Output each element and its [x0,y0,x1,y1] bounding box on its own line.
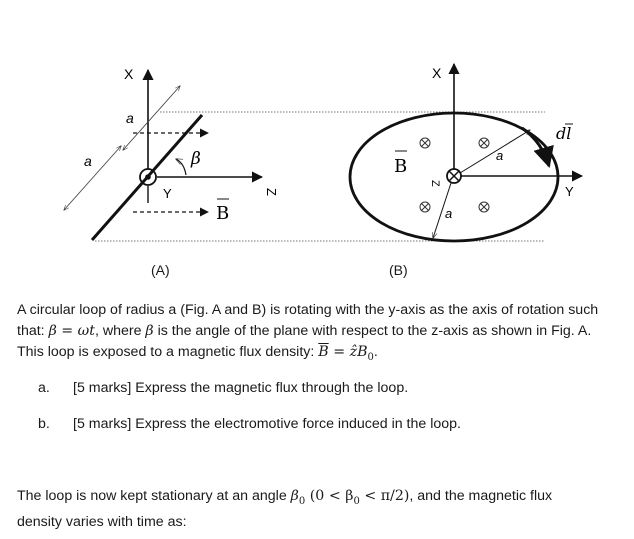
figure-b [350,64,582,241]
fig-b-z-label: Z [429,180,441,187]
fig-a-radius-label-2: a [84,153,92,169]
fig-a-y-label: Y [163,186,172,201]
part-a-label: a. [38,380,50,396]
fig-a-z-label: Z [264,188,279,196]
problem-statement [17,300,627,368]
figure-a [64,66,279,240]
fig-a-angle-arc [176,159,186,175]
fig-b-radius-label-2: a [445,206,453,221]
part-b-text: [5 marks] Express the electromotive force induced in the loop. [73,416,461,432]
follow-line-1: The loop is now kept stationary at an angle $\beta_0$ $(0 < \beta_0 < \pi/2)$, and the magnetic flux [17,488,553,507]
fig-b-dl-label: dl [556,124,572,143]
follow-line-2: density varies with time as: [17,513,187,530]
problem-line-1: A circular loop of radius a (Fig. A and B) is rotating with the y-axis as the axis of rotation such [17,302,599,318]
fig-a-x-label: X [124,66,134,82]
part-b [38,416,461,432]
fig-a-field-label: B [216,203,230,224]
part-a [38,380,408,396]
fig-b-radius-label-1: a [496,148,504,163]
fig-a-dim-lower [64,146,121,210]
fig-a-caption: (A) [151,262,170,278]
fig-b-x-label: X [432,65,442,81]
part-a-text: [5 marks] Express the magnetic flux through the loop. [73,380,409,396]
fig-a-angle-label: β [191,149,201,169]
problem-line-3: This loop is exposed to a magnetic flux density: $\overline{B}$ = ẑB$_0$. [17,344,378,363]
fig-b-y-label: Y [565,184,574,199]
fig-b-caption: (B) [389,262,408,278]
part-b-label: b. [38,416,50,432]
fig-b-field-label: B [394,156,408,177]
follow-up-statement [17,486,627,533]
fig-a-radius-label-1: a [126,110,134,126]
problem-line-2: that: β = ωt, where β is the angle of the plane with respect to the z-axis as shown in Fig. A. [17,323,592,339]
fig-b-radius-arrow-1 [460,130,530,173]
